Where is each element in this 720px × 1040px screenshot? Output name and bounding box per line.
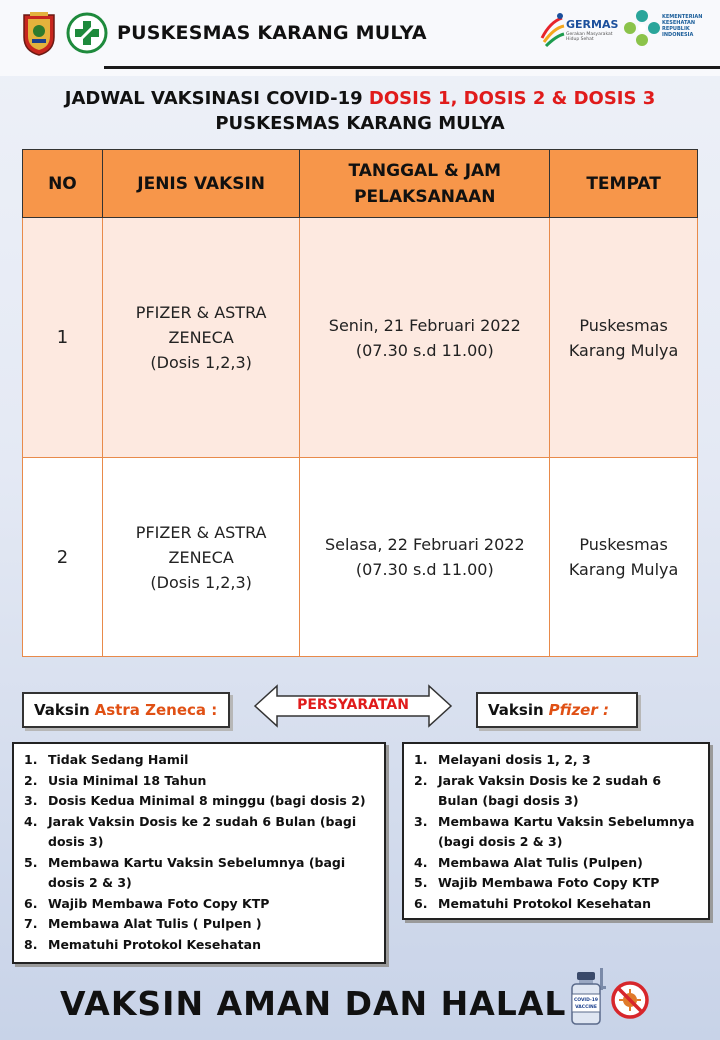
cell-tempat [550,218,698,458]
tanggal-line-2: (07.30 s.d 11.00) [355,340,494,360]
cell-no: 1 [23,218,103,458]
list-item [414,853,700,874]
jenis-line-2: ZENECA [168,547,234,567]
puskesmas-logo-icon [66,12,108,54]
schedule-title [0,88,720,109]
table-row [23,218,698,458]
cell-jenis-vaksin [102,458,300,657]
title-dose-highlight: DOSIS 1, DOSIS 2 & DOSIS 3 [368,88,656,109]
header-tanggal [300,150,550,218]
tempat-line-1: Puskesmas [579,315,668,335]
list-item [414,750,700,771]
list-item [24,791,376,812]
astra-label-name: Astra Zeneca : [94,701,218,719]
pfizer-label [476,692,638,728]
item-number: 1. [414,752,428,767]
item-number: 8. [24,936,38,952]
jenis-line-2: ZENECA [168,328,234,347]
header-no: NO [23,150,103,218]
list-item [414,894,700,915]
regency-crest-icon [20,11,58,57]
tanggal-line-2: (07.30 s.d 11.00) [355,560,494,579]
item-text: Mematuhi Protokol Kesehatan [48,936,261,952]
item-number: 1. [24,752,38,767]
tempat-line-2: Karang Mulya [568,560,679,579]
vaccine-vial-icon [566,966,610,1028]
list-item [414,873,700,894]
list-item [24,894,376,915]
cell-tanggal [300,458,550,657]
item-text: Membawa Alat Tulis (Pulpen) [438,854,643,870]
list-item [414,812,700,853]
tempat-line-1: Puskesmas [579,535,668,554]
list-item [414,771,700,812]
header-tanggal-line-2: PELAKSANAAN [354,186,496,207]
astra-requirements-box [12,742,386,964]
cell-tanggal [300,218,550,458]
persyaratan-label: PERSYARATAN [297,697,409,713]
item-number: 5. [414,875,428,890]
header-divider [104,66,720,69]
item-text: Membawa Kartu Vaksin Sebelumnya (bagi dosis 2 & 3) [48,854,346,890]
tempat-line-2: Karang Mulya [568,340,679,360]
footer-slogan: VAKSIN AMAN DAN HALAL [60,984,567,1023]
cell-tempat [550,458,698,657]
kemenkes-logo-icon [622,8,662,48]
item-text: Dosis Kedua Minimal 8 minggu (bagi dosis 2) [48,793,366,808]
item-text: Melayani dosis 1, 2, 3 [438,752,591,767]
item-text: Wajib Membawa Foto Copy KTP [438,875,660,890]
list-item [24,771,376,792]
cell-jenis-vaksin [102,218,300,458]
item-number: 6. [24,895,38,911]
germas-subtitle: Gerakan Masyarakat Hidup Sehat [566,32,613,42]
brand-name: PUSKESMAS KARANG MULYA [117,22,427,44]
item-text: Membawa Kartu Vaksin Sebelumnya (bagi dosis 2 & 3) [438,813,695,849]
tanggal-line-1: Senin, 21 Februari 2022 [328,315,521,335]
svg-text:COVID-19: COVID-19 [573,998,599,1003]
item-text: Mematuhi Protokol Kesehatan [438,895,651,911]
pfizer-label-name: Pfizer : [548,701,609,719]
pfizer-requirements-list [414,750,700,914]
header-jenis-vaksin: JENIS VAKSIN [102,150,300,218]
list-item [24,812,376,853]
astra-requirements-list [24,750,376,955]
kemenkes-line-2: KESEHATAN [662,20,696,26]
item-number: 4. [24,813,38,829]
item-number: 2. [24,772,38,788]
item-number: 5. [24,854,38,870]
item-text: Jarak Vaksin Dosis ke 2 sudah 6 Bulan (bagi dosis 3) [438,772,662,808]
germas-label: GERMAS [566,18,619,31]
item-number: 3. [24,793,38,808]
jenis-line-3: (Dosis 1,2,3) [150,353,252,372]
list-item [24,935,376,956]
item-number: 7. [24,916,38,931]
pfizer-label-prefix: Vaksin [488,701,544,719]
kemenkes-line-3: REPUBLIK [662,26,690,32]
item-text: Usia Minimal 18 Tahun [48,772,207,788]
svg-text:VACCINE: VACCINE [575,1005,597,1010]
header-tanggal-line-1: TANGGAL & JAM [348,160,502,181]
schedule-table [22,149,698,657]
tanggal-line-1: Selasa, 22 Februari 2022 [324,535,525,554]
table-header-row [23,150,698,218]
item-number: 6. [414,895,428,911]
list-item [24,750,376,771]
kemenkes-label [662,14,718,38]
item-text: Wajib Membawa Foto Copy KTP [48,895,270,911]
astra-label-prefix: Vaksin [34,701,90,719]
table-row [23,458,698,657]
jenis-line-1: PFIZER & ASTRA [135,522,267,542]
list-item [24,853,376,894]
no-virus-icon [610,980,650,1020]
title-main: JADWAL VAKSINASI COVID-19 [64,88,369,109]
item-text: Membawa Alat Tulis ( Pulpen ) [48,916,262,931]
kemenkes-line-1: KEMENTERIAN [662,14,703,20]
item-number: 2. [414,772,428,788]
astra-zeneca-label [22,692,230,728]
cell-no: 2 [23,458,103,657]
item-text: Tidak Sedang Hamil [48,752,189,767]
item-text: Jarak Vaksin Dosis ke 2 sudah 6 Bulan (bagi dosis 3) [48,813,357,849]
item-number: 3. [414,813,428,829]
jenis-line-3: (Dosis 1,2,3) [150,572,252,592]
schedule-subtitle: PUSKESMAS KARANG MULYA [215,113,505,134]
list-item [24,914,376,935]
item-number: 4. [414,854,428,870]
jenis-line-1: PFIZER & ASTRA [135,303,267,322]
pfizer-requirements-box [402,742,710,920]
header-tempat: TEMPAT [550,150,698,218]
kemenkes-line-4: INDONESIA [662,32,694,38]
